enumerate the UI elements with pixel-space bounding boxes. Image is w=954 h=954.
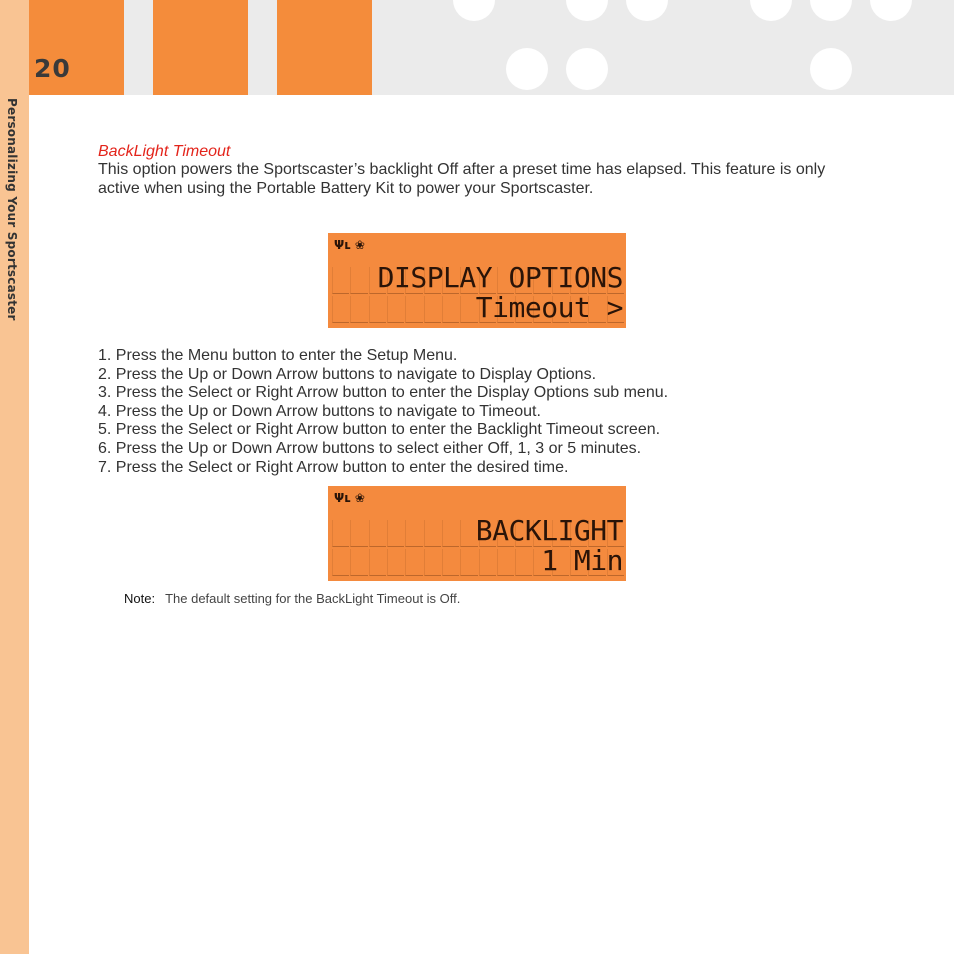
lcd-line-2: Timeout >	[475, 291, 623, 324]
decor-dot	[453, 0, 495, 21]
section-heading: BackLight Timeout	[98, 143, 231, 160]
decor-dot	[626, 0, 668, 21]
decor-dot	[566, 48, 608, 90]
note	[124, 591, 460, 606]
note-label: Note:	[124, 591, 156, 606]
decor-dot	[566, 0, 608, 21]
lcd-status-icons: Ψʟ ❀	[334, 491, 365, 505]
lcd-line-1: DISPLAY OPTIONS	[377, 261, 623, 294]
page-number: 20	[34, 54, 71, 83]
section-description: This option powers the Sportscaster’s backlight Off after a preset time has elapsed. This feature is only active when using the Portable Battery Kit to power your Sportscaster.	[98, 161, 826, 197]
step-item: 5. Press the Select or Right Arrow button to enter the Backlight Timeout screen.	[98, 421, 661, 439]
lcd-display-options	[328, 233, 626, 328]
section-side-title: Personalizing Your Sportscaster	[5, 98, 19, 321]
header-block	[277, 0, 372, 95]
lcd-line-1: BACKLIGHT	[475, 514, 623, 547]
decor-dot	[750, 0, 792, 21]
lcd-backlight	[328, 486, 626, 581]
step-item: 4. Press the Up or Down Arrow buttons to navigate to Timeout.	[98, 402, 541, 420]
step-item: 6. Press the Up or Down Arrow buttons to select either Off, 1, 3 or 5 minutes.	[98, 439, 642, 457]
step-item: 2. Press the Up or Down Arrow buttons to navigate to Display Options.	[98, 365, 597, 383]
header-band	[29, 0, 954, 95]
step-item: 7. Press the Select or Right Arrow button to enter the desired time.	[98, 458, 569, 476]
steps-list	[98, 347, 668, 477]
decor-dot	[810, 0, 852, 21]
decor-dot	[506, 48, 548, 90]
lcd-line-2: 1 Min	[541, 544, 623, 577]
decor-dot	[870, 0, 912, 21]
step-item: 1. Press the Menu button to enter the Setup Menu.	[98, 347, 458, 364]
lcd-status-icons: Ψʟ ❀	[334, 238, 365, 252]
step-item: 3. Press the Select or Right Arrow button to enter the Display Options sub menu.	[98, 384, 669, 402]
decor-dot	[810, 48, 852, 90]
note-text: The default setting for the BackLight Timeout is Off.	[165, 591, 461, 606]
header-block	[153, 0, 248, 95]
